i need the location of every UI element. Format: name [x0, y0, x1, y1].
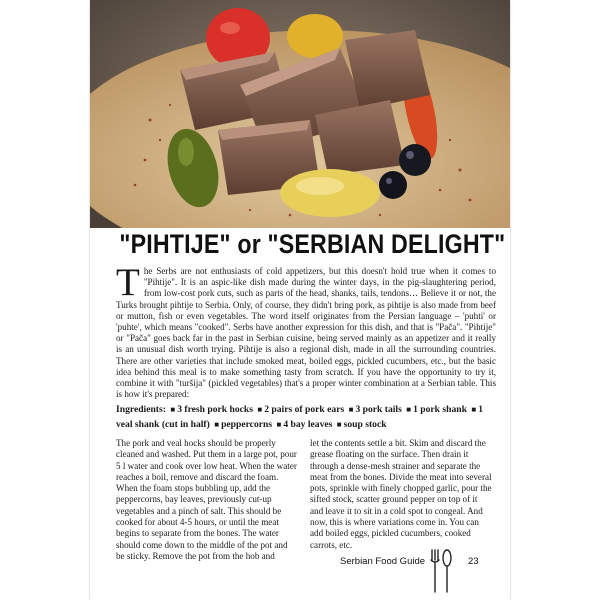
- bullet-icon: ■: [348, 405, 354, 414]
- ingredients-list: [116, 403, 496, 432]
- bullet-icon: ■: [276, 419, 282, 429]
- bullet-icon: ■: [406, 405, 412, 414]
- bullet-icon: ■: [214, 419, 220, 429]
- food-photo-illustration: [90, 0, 510, 228]
- method-column-left: The pork and veal hocks should be properly cleaned and washed. Put them in a large pot, pour 5 l water and cook over low heat. When the water reaches a boil, remove and discard the foam. When the foam stops bubbling up, add the peppercorns, bay leaves, previously cut-up vegetables and a pinch of salt. This should be cooked for about 4-5 hours, or until the meat begins to separate from the bones. The water should come down to the middle of the pot and be sticky. Remove the pot from the hob and: [116, 438, 297, 561]
- ingredient-item: 4 bay leaves: [283, 418, 333, 430]
- ingredient-item: 1 veal shank (cut in half): [116, 404, 483, 430]
- book-page: [90, 0, 510, 600]
- ingredients-label: Ingredients:: [116, 404, 166, 415]
- ingredient-item: 3 fresh pork hocks: [177, 404, 253, 415]
- article-title: "PIHTIJE" or "SERBIAN DELIGHT": [119, 229, 506, 259]
- intro-text: he Serbs are not enthusiasts of cold appetizers, but this doesn't hold true when it comes to "Pihtije". It is an aspic-like dish made during the winter days, in the pig-slaughtering period, from low-cost pork cuts, such as parts of the head, shanks, tails, tendons… Believe it or not, the Turks brought pihtije to Serbia. Only, of course, they didn't bring pork, as pihtije is also made from beef or mutton, fish or even vegetables. The word itself originates from the Persian language – 'puhti' or 'puhte', which means "cooked". Serbs have another expression for this dish, and that is "Pača". "Pihtije" or "Pača" goes back far in the past in Serbian cuisine, being served mainly as an appetizer and it really is an unusual dish worth trying. Pihtije is also a regional dish, made in all the surrounding countries. There are other varieties that include smoked meat, boiled eggs, pickled cucumbers, etc., but the basic idea behind this meal is to make something tasty from scratch. If you have the opportunity to try it, combine it with "turšija" (pickled vegetables) that's a proper winter combination at a Serbian table. This is how it's prepared:: [116, 266, 496, 400]
- utensils-icon: [427, 548, 455, 594]
- bullet-icon: ■: [336, 419, 342, 429]
- guide-title: Serbian Food Guide: [340, 556, 426, 567]
- ingredient-item: peppercorns: [221, 418, 273, 430]
- ingredient-item: 2 pairs of pork ears: [264, 404, 345, 415]
- ingredient-item: 3 pork tails: [355, 404, 402, 415]
- bullet-icon: ■: [471, 405, 477, 414]
- bullet-icon: ■: [257, 405, 263, 414]
- drop-cap: T: [116, 261, 140, 304]
- page-number: 23: [468, 556, 479, 567]
- bullet-icon: ■: [170, 405, 176, 414]
- ingredient-item: soup stock: [343, 418, 387, 430]
- ingredient-item: 1 pork shank: [413, 404, 467, 415]
- page-footer: [340, 556, 425, 567]
- method-column-right: let the contents settle a bit. Skim and discard the grease floating on the surface. Then drain it through a dense-mesh strainer and separate the meat from the bones. Divide the meat into several pots, sprinkle with finely chopped garlic, pour the sifted stock, scatter ground pepper on top of it and leave it to sit in a cold spot to congeal. And now, this is where variations come in. You can add boiled eggs, pickled cucumbers, cooked carrots, etc.: [310, 438, 492, 550]
- intro-paragraph: [116, 261, 496, 400]
- food-photo: [90, 0, 510, 228]
- page-number-wrap: [468, 556, 479, 567]
